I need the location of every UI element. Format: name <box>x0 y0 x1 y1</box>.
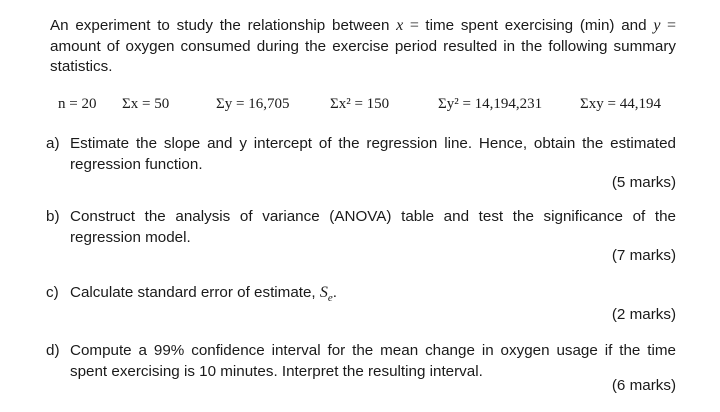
stat-sum-x-squared: Σx² = 150 <box>330 96 390 112</box>
question-c-marks: (2 marks) <box>611 306 676 323</box>
standard-error-subscript: e <box>327 292 333 305</box>
stat-n: n = 20 <box>58 96 97 112</box>
stat-sum-x: Σx = 50 <box>122 96 170 112</box>
question-d-marks: (6 marks) <box>611 377 676 394</box>
question-c-body: Calculate standard error of estimate, <box>70 284 320 301</box>
question-b-marks: (7 marks) <box>611 247 676 264</box>
intro-text-3: amount of oxygen consumed during the exercise period resulted in the following summary statistics. <box>50 37 676 75</box>
question-d-text: Compute a 99% confidence interval for the mean change in oxygen usage if the time spent exercising is 10 minutes. Interpret the resulting interval. <box>70 342 676 380</box>
equals-sign-1: = <box>403 17 426 34</box>
question-d <box>46 341 676 382</box>
intro-text-2: time spent exercising (min) and <box>425 17 654 34</box>
stat-sum-xy: Σxy = 44,194 <box>580 96 661 112</box>
question-d-letter: d) <box>46 342 60 359</box>
question-c <box>46 283 676 309</box>
y-variable: y <box>653 17 661 34</box>
question-a <box>46 134 676 175</box>
stat-sum-y-squared: Σy² = 14,194,231 <box>438 96 543 112</box>
question-a-text: Estimate the slope and y intercept of the regression line. Hence, obtain the estimated regression function. <box>70 135 676 173</box>
question-b <box>46 207 676 248</box>
question-c-letter: c) <box>46 284 59 301</box>
question-c-end: . <box>332 284 337 301</box>
question-a-marks: (5 marks) <box>611 174 676 191</box>
question-c-text <box>70 283 676 309</box>
standard-error-symbol: S <box>319 284 328 301</box>
equals-sign-2: = <box>660 17 676 34</box>
question-a-letter: a) <box>46 135 60 152</box>
x-variable: x <box>396 17 404 34</box>
intro-text-1: An experiment to study the relationship between <box>50 17 397 34</box>
stat-sum-y: Σy = 16,705 <box>216 96 290 112</box>
question-b-text: Construct the analysis of variance (ANOVA) table and test the significance of the regression model. <box>70 208 676 246</box>
problem-statement <box>50 16 676 78</box>
question-b-letter: b) <box>46 208 60 225</box>
